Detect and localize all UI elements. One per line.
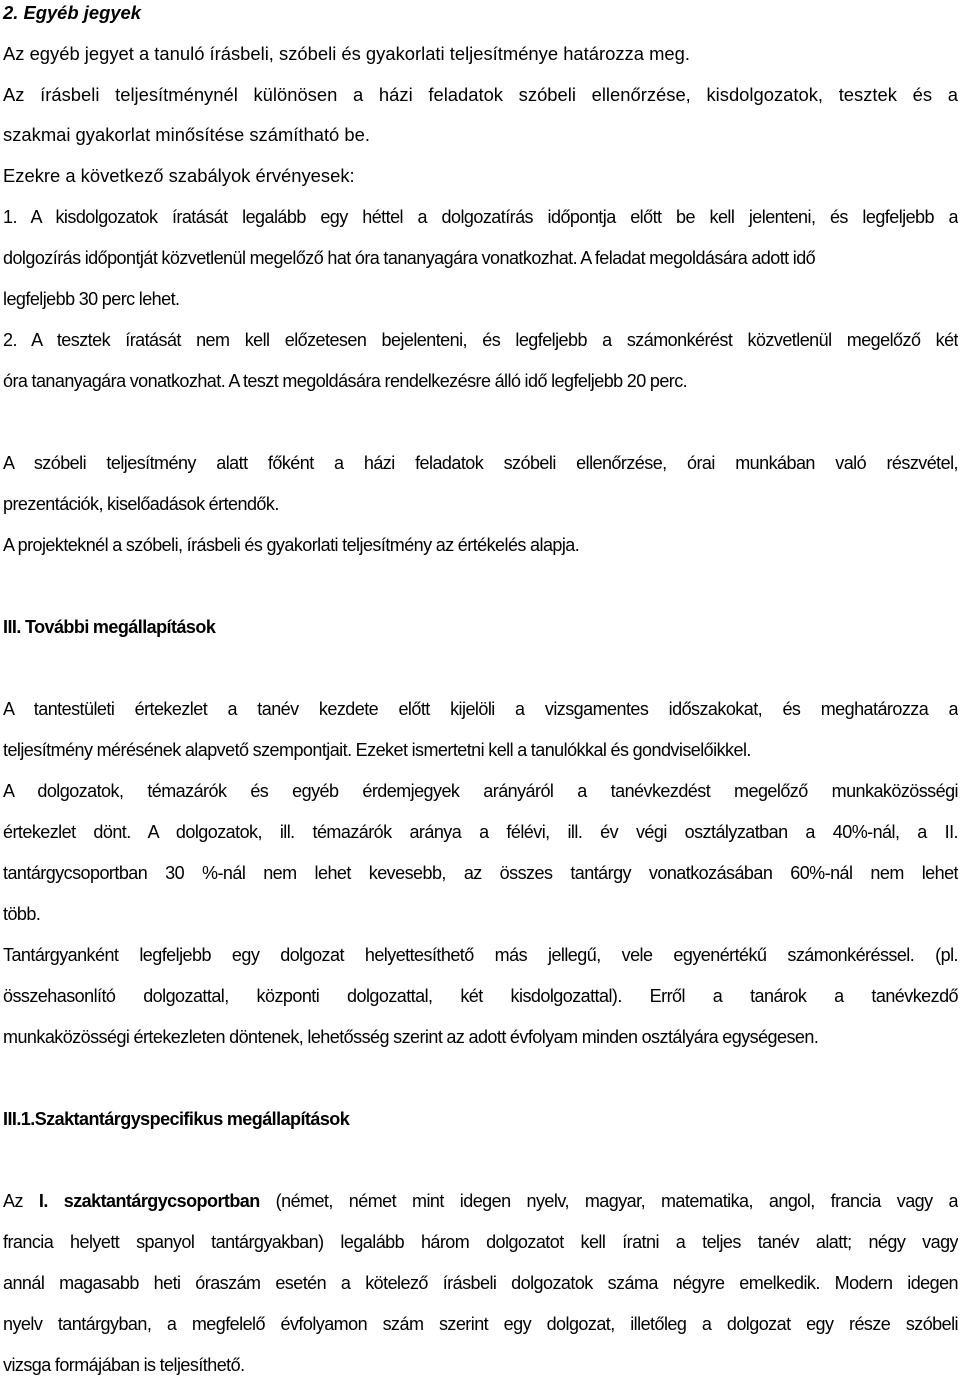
text-prefix: Az: [3, 1191, 39, 1211]
paragraph-line: A dolgozatok, témazárók és egyéb érdemjegyek arányáról a tanévkezdést megelőző munkaközösségi: [3, 781, 958, 801]
paragraph-line: munkaközösségi értekezleten döntenek, lehetősség szerint az adott évfolyam minden osztályára egységesen.: [3, 1027, 819, 1047]
paragraph-line: Az írásbeli teljesítménynél különösen a házi feladatok szóbeli ellenőrzése, kisdolgozatok, tesztek és a: [3, 84, 958, 105]
paragraph-line-mixed: [3, 1189, 958, 1213]
section-heading-subject-specific: III.1.Szaktantárgyspecifikus megállapítások: [3, 1109, 350, 1129]
paragraph-line: szakmai gyakorlat minősítése számítható be.: [3, 124, 370, 145]
paragraph-line: nyelv tantárgyban, a megfelelő évfolyamon szám szerint egy dolgozat, illetőleg a dolgozat egy része szóbeli: [3, 1314, 958, 1334]
text-rest: (német, német mint idegen nyelv, magyar, matematika, angol, francia vagy a: [259, 1191, 958, 1211]
section-heading-further-findings: III. További megállapítások: [3, 617, 216, 637]
paragraph-line: összehasonlító dolgozattal, központi dolgozattal, két kisdolgozattal). Erről a tanárok a tanévkezdő: [3, 986, 958, 1006]
paragraph-line: Az egyéb jegyet a tanuló írásbeli, szóbeli és gyakorlati teljesítménye határozza meg.: [3, 43, 690, 64]
paragraph-line: annál magasabb heti óraszám esetén a kötelező írásbeli dolgozatok száma négyre emelkedik. Modern idegen: [3, 1273, 958, 1293]
paragraph-line: prezentációk, kiselőadások értendők.: [3, 494, 279, 514]
paragraph-line: A tantestületi értekezlet a tanév kezdete előtt kijelöli a vizsgamentes időszakokat, és meghatározza a: [3, 699, 958, 719]
rule-1-line: dolgozírás időpontját közvetlenül megelőző hat óra tananyagára vonatkozhat. A feladat megoldására adott idő: [3, 248, 816, 268]
rule-2-line: óra tananyagára vonatkozhat. A teszt megoldására rendelkezésre álló idő legfeljebb 20 perc.: [3, 371, 688, 391]
paragraph-line: teljesítmény mérésének alapvető szempontjait. Ezeket ismertetni kell a tanulókkal és gondviselőikkel.: [3, 740, 751, 760]
paragraph-line: A projekteknél a szóbeli, írásbeli és gyakorlati teljesítmény az értékelés alapja.: [3, 535, 580, 555]
paragraph-line: vizsga formájában is teljesíthető.: [3, 1355, 245, 1375]
paragraph-line: értekezlet dönt. A dolgozatok, ill. témazárók aránya a félévi, ill. év végi osztályzatban a 40%-nál, a II.: [3, 822, 958, 842]
paragraph-line: több.: [3, 904, 41, 924]
rule-2-line: 2. A tesztek íratását nem kell előzetesen bejelenteni, és legfeljebb a számonkérést közvetlenül megelőző két: [3, 330, 958, 350]
paragraph-line: tantárgycsoportban 30 %-nál nem lehet kevesebb, az összes tantárgy vonatkozásában 60%-nál nem lehet: [3, 863, 958, 883]
rule-1-line: legfeljebb 30 perc lehet.: [3, 289, 180, 309]
bold-term: I. szaktantárgycsoportban: [38, 1191, 260, 1211]
paragraph-line: francia helyett spanyol tantárgyakban) legalább három dolgozatot kell íratni a teljes tanév alatt; négy vagy: [3, 1232, 958, 1252]
rule-1-line: 1. A kisdolgozatok íratását legalább egy héttel a dolgozatírás időpontja előtt be kell jelenteni, és legfeljebb a: [3, 207, 958, 227]
paragraph-line: Tantárgyanként legfeljebb egy dolgozat helyettesíthető más jellegű, vele egyenértékű számonkéréssel. (pl.: [3, 945, 958, 965]
section-heading-other-grades: 2. Egyéb jegyek: [3, 2, 142, 23]
paragraph-line: A szóbeli teljesítmény alatt főként a házi feladatok szóbeli ellenőrzése, órai munkában való részvétel,: [3, 453, 958, 473]
paragraph-line: Ezekre a következő szabályok érvényesek:: [3, 165, 355, 186]
